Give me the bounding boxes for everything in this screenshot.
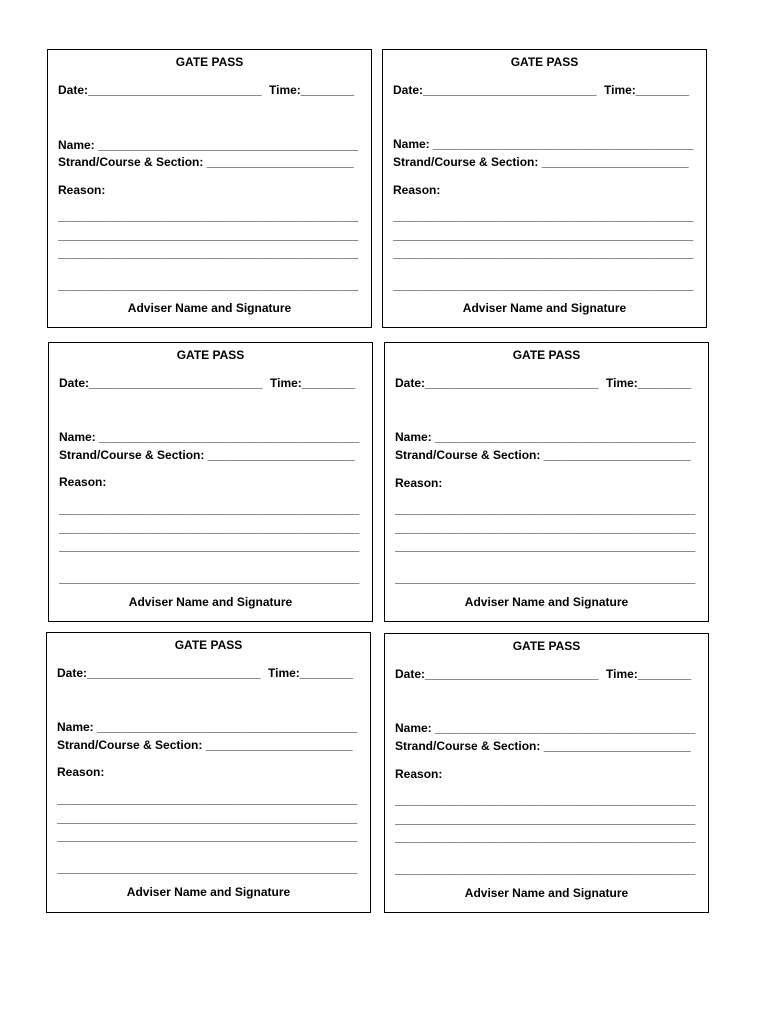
gate-pass-title: GATE PASS: [174, 638, 243, 652]
name-field[interactable]: _______________________________________: [435, 721, 696, 735]
adviser-signature-label: Adviser Name and Signature: [127, 301, 292, 315]
time-label: Time:: [270, 376, 302, 390]
name-row: [59, 430, 359, 444]
time-row: [604, 83, 689, 97]
time-row: [270, 376, 355, 390]
strand-row: [57, 738, 353, 752]
name-field[interactable]: _______________________________________: [97, 720, 358, 734]
time-field[interactable]: ________: [635, 83, 690, 97]
time-label: Time:: [268, 666, 300, 680]
gate-pass-title: GATE PASS: [175, 55, 244, 69]
name-label: Name:: [395, 430, 432, 444]
time-row: [606, 376, 691, 390]
strand-field[interactable]: ______________________: [206, 155, 354, 169]
time-field[interactable]: ________: [637, 376, 692, 390]
gate-pass-card: [384, 633, 709, 913]
reason-line[interactable]: _____________________________________________: [57, 829, 358, 843]
adviser-signature-label: Adviser Name and Signature: [462, 301, 627, 315]
date-label: Date:: [393, 83, 424, 97]
reason-line[interactable]: _____________________________________________: [59, 539, 360, 553]
strand-row: [395, 448, 691, 462]
reason-label: Reason:: [57, 765, 105, 779]
name-row: [393, 137, 693, 151]
name-label: Name:: [395, 721, 432, 735]
date-label: Date:: [59, 376, 90, 390]
name-label: Name:: [393, 137, 430, 151]
name-row: [57, 720, 357, 734]
strand-field[interactable]: ______________________: [543, 448, 691, 462]
date-field[interactable]: __________________________: [425, 667, 599, 681]
reason-line[interactable]: _____________________________________________: [393, 209, 694, 223]
time-label: Time:: [604, 83, 636, 97]
name-row: [58, 138, 358, 152]
reason-line[interactable]: _____________________________________________: [393, 246, 694, 260]
gate-pass-title: GATE PASS: [512, 348, 581, 362]
strand-label: Strand/Course & Section:: [58, 155, 204, 169]
strand-field[interactable]: ______________________: [543, 739, 691, 753]
date-row: [395, 376, 599, 390]
gate-pass-card: [46, 632, 371, 913]
reason-line[interactable]: _____________________________________________: [395, 521, 696, 535]
date-label: Date:: [57, 666, 88, 680]
reason-line[interactable]: _____________________________________________: [59, 502, 360, 516]
date-field[interactable]: __________________________: [89, 376, 263, 390]
reason-line[interactable]: _____________________________________________: [393, 228, 694, 242]
name-field[interactable]: _______________________________________: [433, 137, 694, 151]
reason-line[interactable]: _____________________________________________: [393, 278, 694, 292]
name-field[interactable]: _______________________________________: [435, 430, 696, 444]
strand-label: Strand/Course & Section:: [395, 739, 541, 753]
reason-line[interactable]: _____________________________________________: [58, 278, 359, 292]
gate-pass-title: GATE PASS: [510, 55, 579, 69]
reason-line[interactable]: _____________________________________________: [58, 228, 359, 242]
reason-line[interactable]: _____________________________________________: [58, 209, 359, 223]
reason-line[interactable]: _____________________________________________: [395, 502, 696, 516]
date-label: Date:: [395, 667, 426, 681]
gate-pass-title: GATE PASS: [176, 348, 245, 362]
gate-pass-card: [384, 342, 709, 622]
strand-field[interactable]: ______________________: [205, 738, 353, 752]
gate-pass-card: [48, 342, 373, 622]
reason-label: Reason:: [395, 767, 443, 781]
time-field[interactable]: ________: [300, 83, 355, 97]
date-label: Date:: [58, 83, 89, 97]
name-field[interactable]: _______________________________________: [99, 430, 360, 444]
date-label: Date:: [395, 376, 426, 390]
date-row: [58, 83, 262, 97]
date-field[interactable]: __________________________: [425, 376, 599, 390]
date-row: [59, 376, 263, 390]
adviser-signature-label: Adviser Name and Signature: [464, 886, 629, 900]
date-row: [393, 83, 597, 97]
reason-line[interactable]: _____________________________________________: [395, 571, 696, 585]
reason-line[interactable]: _____________________________________________: [395, 539, 696, 553]
strand-field[interactable]: ______________________: [541, 155, 689, 169]
date-row: [395, 667, 599, 681]
adviser-signature-label: Adviser Name and Signature: [464, 595, 629, 609]
reason-line[interactable]: _____________________________________________: [57, 792, 358, 806]
strand-label: Strand/Course & Section:: [393, 155, 539, 169]
name-label: Name:: [57, 720, 94, 734]
reason-line[interactable]: _____________________________________________: [57, 861, 358, 875]
strand-field[interactable]: ______________________: [207, 448, 355, 462]
time-field[interactable]: ________: [299, 666, 354, 680]
reason-line[interactable]: _____________________________________________: [59, 571, 360, 585]
strand-row: [58, 155, 354, 169]
reason-label: Reason:: [58, 183, 106, 197]
reason-line[interactable]: _____________________________________________: [395, 862, 696, 876]
name-row: [395, 430, 695, 444]
reason-line[interactable]: _____________________________________________: [57, 811, 358, 825]
gate-pass-card: [47, 49, 372, 328]
time-field[interactable]: ________: [301, 376, 356, 390]
time-row: [268, 666, 353, 680]
date-field[interactable]: __________________________: [88, 83, 262, 97]
gate-pass-title: GATE PASS: [512, 639, 581, 653]
reason-label: Reason:: [393, 183, 441, 197]
reason-line[interactable]: _____________________________________________: [395, 812, 696, 826]
reason-line[interactable]: _____________________________________________: [58, 246, 359, 260]
time-row: [269, 83, 354, 97]
date-field[interactable]: __________________________: [423, 83, 597, 97]
reason-line[interactable]: _____________________________________________: [59, 521, 360, 535]
reason-line[interactable]: _____________________________________________: [395, 793, 696, 807]
adviser-signature-label: Adviser Name and Signature: [126, 885, 291, 899]
name-label: Name:: [59, 430, 96, 444]
strand-label: Strand/Course & Section:: [57, 738, 203, 752]
date-field[interactable]: __________________________: [87, 666, 261, 680]
name-row: [395, 721, 695, 735]
strand-row: [393, 155, 689, 169]
name-field[interactable]: _______________________________________: [98, 138, 359, 152]
time-field[interactable]: ________: [637, 667, 692, 681]
adviser-signature-label: Adviser Name and Signature: [128, 595, 293, 609]
name-label: Name:: [58, 138, 95, 152]
strand-row: [59, 448, 355, 462]
strand-label: Strand/Course & Section:: [395, 448, 541, 462]
date-row: [57, 666, 261, 680]
strand-label: Strand/Course & Section:: [59, 448, 205, 462]
time-label: Time:: [269, 83, 301, 97]
time-label: Time:: [606, 376, 638, 390]
reason-label: Reason:: [59, 475, 107, 489]
gate-pass-card: [382, 49, 707, 328]
reason-label: Reason:: [395, 476, 443, 490]
reason-line[interactable]: _____________________________________________: [395, 830, 696, 844]
time-label: Time:: [606, 667, 638, 681]
time-row: [606, 667, 691, 681]
strand-row: [395, 739, 691, 753]
